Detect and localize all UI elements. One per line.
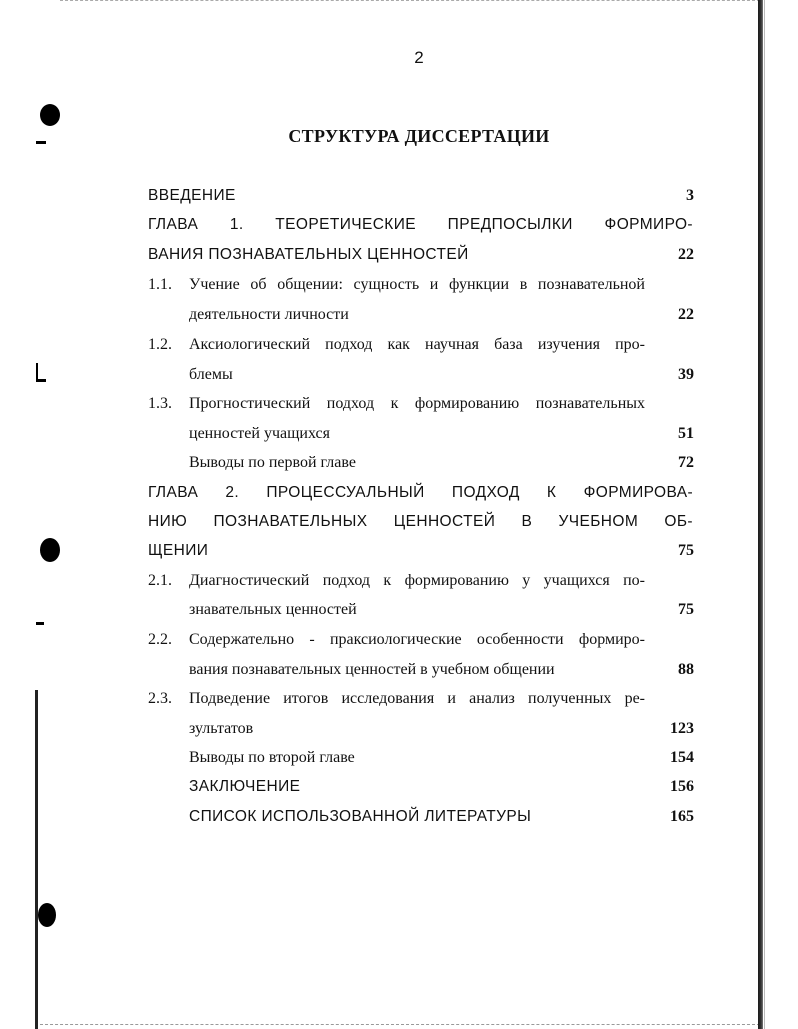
toc-page-number: 51 [678, 425, 694, 442]
section-number: 2.2. [148, 631, 172, 648]
toc-entry-references: СПИСОК ИСПОЛЬЗОВАННОЙ ЛИТЕРАТУРЫ [189, 808, 532, 825]
toc-conclusions-chapter-1: Выводы по первой главе [189, 454, 356, 471]
section-number: 2.3. [148, 690, 172, 707]
toc-chapter-2-line1: ГЛАВА 2. ПРОЦЕССУАЛЬНЫЙ ПОДХОД К ФОРМИРОВА- [148, 484, 693, 501]
toc-chapter-2-line2: НИЮ ПОЗНАВАТЕЛЬНЫХ ЦЕННОСТЕЙ В УЧЕБНОМ ОБ- [148, 513, 693, 530]
section-title-line2: зультатов [189, 720, 254, 737]
scan-right-shadow [758, 0, 763, 1029]
toc-chapter-1-line2: ВАНИЯ ПОЗНАВАТЕЛЬНЫХ ЦЕННОСТЕЙ [148, 246, 469, 263]
toc-page-number: 3 [686, 187, 694, 204]
toc-chapter-1-line1: ГЛАВА 1. ТЕОРЕТИЧЕСКИЕ ПРЕДПОСЫЛКИ ФОРМИРО- [148, 216, 693, 233]
scan-top-edge [60, 0, 760, 3]
page-title: СТРУКТУРА ДИССЕРТАЦИИ [288, 126, 550, 146]
page-number: 2 [414, 48, 424, 67]
section-number: 1.2. [148, 336, 172, 353]
section-number: 2.1. [148, 572, 172, 589]
toc-entry-introduction: ВВЕДЕНИЕ [148, 187, 236, 204]
toc-page-number: 39 [678, 366, 694, 383]
toc-chapter-2-line3: ЩЕНИИ [148, 542, 209, 559]
section-title-line1: Аксиологический подход как научная база изучения про- [189, 336, 645, 353]
section-title-line1: Подведение итогов исследования и анализ полученных ре- [189, 690, 645, 707]
scan-right-line [764, 0, 765, 1029]
section-title-line1: Прогностический подход к формированию познавательных [189, 395, 645, 412]
toc-section-1-1 [148, 274, 645, 296]
toc-page-number: 72 [678, 454, 694, 471]
toc-section-1-2 [148, 334, 645, 356]
toc-page-number: 154 [670, 749, 694, 766]
punch-hole [40, 104, 60, 126]
section-title-line1: Содержательно - праксиологические особенности формиро- [189, 631, 645, 648]
section-number: 1.1. [148, 276, 172, 293]
scan-mark [36, 622, 44, 625]
section-title-line2: вания познавательных ценностей в учебном общении [189, 661, 555, 678]
section-number: 1.3. [148, 395, 172, 412]
scan-bottom-edge [40, 1024, 760, 1027]
toc-page-number: 75 [678, 601, 694, 618]
section-title-line2: блемы [189, 366, 233, 383]
toc-page-number: 22 [678, 246, 694, 263]
scan-left-shadow [35, 690, 38, 1029]
section-title-line2: знавательных ценностей [189, 601, 357, 618]
toc-page-number: 88 [678, 661, 694, 678]
toc-conclusions-chapter-2: Выводы по второй главе [189, 749, 355, 766]
punch-hole [38, 903, 56, 927]
toc-section-1-3 [148, 393, 645, 415]
toc-section-2-2 [148, 629, 645, 651]
punch-hole [40, 538, 60, 562]
toc-section-2-3 [148, 688, 645, 710]
scan-mark [36, 379, 46, 382]
toc-page-number: 123 [670, 720, 694, 737]
section-title-line1: Учение об общении: сущность и функции в познавательной [189, 276, 645, 293]
toc-entry-conclusion: ЗАКЛЮЧЕНИЕ [189, 778, 301, 795]
toc-section-2-1 [148, 570, 645, 592]
toc-page-number: 165 [670, 808, 694, 825]
section-title-line2: ценностей учащихся [189, 425, 330, 442]
toc-page-number: 22 [678, 306, 694, 323]
toc-page-number: 156 [670, 778, 694, 795]
toc-page-number: 75 [678, 542, 694, 559]
section-title-line1: Диагностический подход к формированию у учащихся по- [189, 572, 645, 589]
section-title-line2: деятельности личности [189, 306, 349, 323]
